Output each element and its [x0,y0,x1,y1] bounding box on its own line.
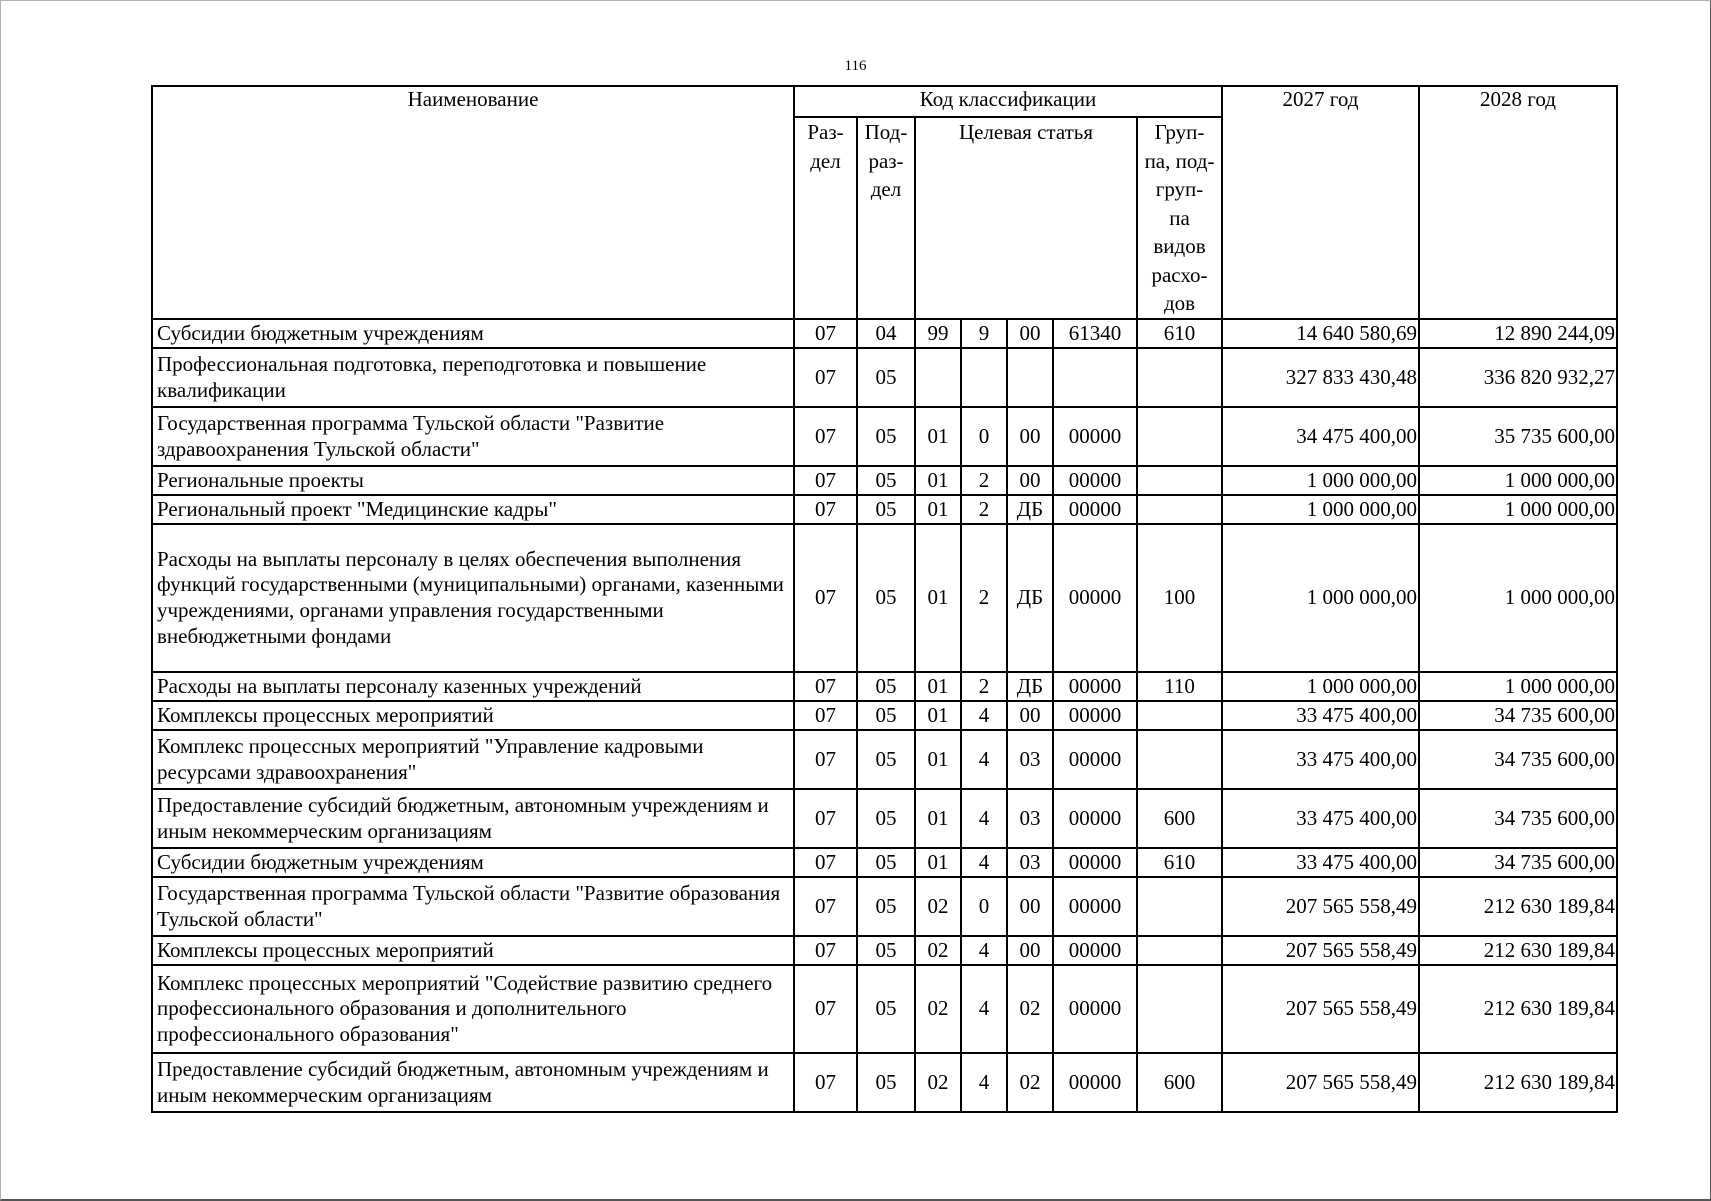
row-razdel: 07 [794,1053,857,1112]
header-name: Наименование [152,86,794,319]
row-name: Комплекс процессных мероприятий "Содействие развитию среднего профессионального образования и дополнительного профессионального образования" [152,965,794,1053]
row-podrazdel: 05 [857,348,915,407]
row-amount-2027: 207 565 558,49 [1222,877,1419,936]
row-target-direction: 00000 [1053,495,1137,524]
row-expense-group: 600 [1137,789,1222,848]
table-row [152,1053,1617,1112]
header-year-2028: 2028 год [1419,86,1617,319]
row-amount-2028: 35 735 600,00 [1419,407,1617,466]
row-target-structure [1007,348,1053,407]
header-expense-group: Груп- па, под- груп- па видов расхо- дов [1137,117,1222,319]
row-razdel: 07 [794,348,857,407]
row-target-type: 2 [961,524,1007,672]
row-podrazdel: 05 [857,495,915,524]
row-amount-2027: 34 475 400,00 [1222,407,1419,466]
row-amount-2028: 1 000 000,00 [1419,524,1617,672]
row-target-structure: 00 [1007,701,1053,730]
row-amount-2028: 1 000 000,00 [1419,672,1617,701]
table-row [152,672,1617,701]
row-target-program: 01 [915,848,961,877]
row-razdel: 07 [794,701,857,730]
row-amount-2027: 33 475 400,00 [1222,730,1419,789]
row-target-program: 01 [915,407,961,466]
row-amount-2027: 33 475 400,00 [1222,701,1419,730]
row-amount-2027: 1 000 000,00 [1222,495,1419,524]
page-number: 116 [844,58,867,74]
row-target-structure: 02 [1007,965,1053,1053]
row-razdel: 07 [794,466,857,495]
row-name: Расходы на выплаты персоналу казенных учреждений [152,672,794,701]
row-target-direction: 00000 [1053,730,1137,789]
table-row [152,407,1617,466]
table-row [152,965,1617,1053]
row-expense-group: 100 [1137,524,1222,672]
row-target-program: 01 [915,466,961,495]
row-amount-2027: 207 565 558,49 [1222,1053,1419,1112]
row-target-program: 01 [915,524,961,672]
row-name: Предоставление субсидий бюджетным, автономным учреждениям и иным некоммерческим организациям [152,1053,794,1112]
row-target-structure: 00 [1007,936,1053,965]
table-row [152,936,1617,965]
table-row [152,466,1617,495]
table-body [152,319,1617,1112]
row-target-structure: 03 [1007,848,1053,877]
row-target-structure: 00 [1007,407,1053,466]
header-year-2027: 2027 год [1222,86,1419,319]
table-row [152,524,1617,672]
row-expense-group: 610 [1137,848,1222,877]
row-expense-group [1137,730,1222,789]
row-podrazdel: 05 [857,936,915,965]
row-amount-2028: 12 890 244,09 [1419,319,1617,348]
row-podrazdel: 05 [857,524,915,672]
row-target-program: 01 [915,672,961,701]
row-expense-group [1137,965,1222,1053]
row-razdel: 07 [794,672,857,701]
row-name: Региональные проекты [152,466,794,495]
row-expense-group: 110 [1137,672,1222,701]
row-podrazdel: 05 [857,701,915,730]
row-expense-group [1137,407,1222,466]
table-row [152,319,1617,348]
row-target-type [961,348,1007,407]
row-target-direction: 00000 [1053,701,1137,730]
row-name: Государственная программа Тульской области "Развитие здравоохранения Тульской области" [152,407,794,466]
row-amount-2028: 1 000 000,00 [1419,495,1617,524]
row-target-type: 4 [961,701,1007,730]
row-target-structure: 00 [1007,319,1053,348]
row-target-structure: 03 [1007,730,1053,789]
row-amount-2027: 207 565 558,49 [1222,936,1419,965]
row-amount-2027: 33 475 400,00 [1222,789,1419,848]
row-target-direction: 00000 [1053,936,1137,965]
row-target-type: 4 [961,848,1007,877]
row-target-program: 99 [915,319,961,348]
row-target-type: 9 [961,319,1007,348]
row-target-structure: ДБ [1007,672,1053,701]
row-expense-group [1137,466,1222,495]
row-name: Региональный проект "Медицинские кадры" [152,495,794,524]
row-razdel: 07 [794,965,857,1053]
row-target-type: 4 [961,936,1007,965]
row-amount-2027: 14 640 580,69 [1222,319,1419,348]
row-amount-2028: 34 735 600,00 [1419,701,1617,730]
row-target-program: 02 [915,936,961,965]
row-target-program: 01 [915,730,961,789]
row-target-structure: 00 [1007,466,1053,495]
row-razdel: 07 [794,495,857,524]
row-target-type: 2 [961,466,1007,495]
row-podrazdel: 04 [857,319,915,348]
row-name: Профессиональная подготовка, переподготовка и повышение квалификации [152,348,794,407]
row-target-type: 0 [961,407,1007,466]
table-header [152,86,1617,319]
row-expense-group [1137,495,1222,524]
row-podrazdel: 05 [857,672,915,701]
row-target-direction: 00000 [1053,1053,1137,1112]
row-razdel: 07 [794,877,857,936]
row-amount-2028: 212 630 189,84 [1419,936,1617,965]
row-name: Субсидии бюджетным учреждениям [152,848,794,877]
row-target-type: 0 [961,877,1007,936]
row-amount-2027: 207 565 558,49 [1222,965,1419,1053]
row-amount-2027: 1 000 000,00 [1222,672,1419,701]
row-name: Комплексы процессных мероприятий [152,701,794,730]
row-expense-group: 600 [1137,1053,1222,1112]
row-podrazdel: 05 [857,466,915,495]
row-name: Субсидии бюджетным учреждениям [152,319,794,348]
row-target-direction: 00000 [1053,848,1137,877]
row-podrazdel: 05 [857,789,915,848]
row-target-direction: 00000 [1053,407,1137,466]
row-target-direction [1053,348,1137,407]
row-target-program: 02 [915,877,961,936]
header-classification: Код классификации [794,86,1222,117]
row-name: Государственная программа Тульской области "Развитие образования Тульской области" [152,877,794,936]
row-amount-2028: 34 735 600,00 [1419,730,1617,789]
table-row [152,701,1617,730]
row-target-type: 2 [961,672,1007,701]
header-target-article: Целевая статья [915,117,1137,319]
row-target-type: 4 [961,789,1007,848]
row-razdel: 07 [794,848,857,877]
row-podrazdel: 05 [857,877,915,936]
row-razdel: 07 [794,407,857,466]
row-amount-2027: 1 000 000,00 [1222,524,1419,672]
row-amount-2028: 212 630 189,84 [1419,877,1617,936]
row-target-direction: 61340 [1053,319,1137,348]
table-row [152,789,1617,848]
row-target-program: 02 [915,1053,961,1112]
row-amount-2027: 1 000 000,00 [1222,466,1419,495]
row-target-structure: ДБ [1007,524,1053,672]
row-target-structure: 00 [1007,877,1053,936]
row-podrazdel: 05 [857,730,915,789]
row-target-program [915,348,961,407]
row-target-program: 01 [915,789,961,848]
row-name: Предоставление субсидий бюджетным, автономным учреждениям и иным некоммерческим организациям [152,789,794,848]
row-podrazdel: 05 [857,407,915,466]
row-target-structure: 02 [1007,1053,1053,1112]
row-expense-group [1137,936,1222,965]
row-expense-group [1137,701,1222,730]
row-name: Комплексы процессных мероприятий [152,936,794,965]
row-name: Расходы на выплаты персоналу в целях обеспечения выполнения функций государственными (муниципальными) органами, казенными учреждениями, органами управления государственными внебюджетными фондами [152,524,794,672]
row-target-program: 01 [915,495,961,524]
row-target-direction: 00000 [1053,789,1137,848]
row-name: Комплекс процессных мероприятий "Управление кадровыми ресурсами здравоохранения" [152,730,794,789]
row-target-structure: 03 [1007,789,1053,848]
row-target-structure: ДБ [1007,495,1053,524]
row-target-direction: 00000 [1053,877,1137,936]
row-target-program: 01 [915,701,961,730]
row-target-type: 2 [961,495,1007,524]
table-row [152,348,1617,407]
row-podrazdel: 05 [857,1053,915,1112]
row-podrazdel: 05 [857,965,915,1053]
row-target-program: 02 [915,965,961,1053]
row-target-type: 4 [961,730,1007,789]
row-expense-group [1137,348,1222,407]
row-amount-2028: 336 820 932,27 [1419,348,1617,407]
header-razdel: Раз- дел [794,117,857,319]
table-row [152,848,1617,877]
row-amount-2028: 212 630 189,84 [1419,1053,1617,1112]
row-amount-2027: 327 833 430,48 [1222,348,1419,407]
row-razdel: 07 [794,319,857,348]
row-amount-2028: 212 630 189,84 [1419,965,1617,1053]
row-expense-group: 610 [1137,319,1222,348]
row-target-direction: 00000 [1053,466,1137,495]
row-razdel: 07 [794,730,857,789]
row-razdel: 07 [794,789,857,848]
row-amount-2028: 34 735 600,00 [1419,789,1617,848]
row-target-type: 4 [961,965,1007,1053]
row-expense-group [1137,877,1222,936]
row-podrazdel: 05 [857,848,915,877]
row-amount-2028: 34 735 600,00 [1419,848,1617,877]
row-amount-2027: 33 475 400,00 [1222,848,1419,877]
table-row [152,495,1617,524]
row-razdel: 07 [794,524,857,672]
budget-table [151,85,1618,1113]
row-amount-2028: 1 000 000,00 [1419,466,1617,495]
header-podrazdel: Под- раз- дел [857,117,915,319]
row-razdel: 07 [794,936,857,965]
row-target-direction: 00000 [1053,524,1137,672]
row-target-direction: 00000 [1053,965,1137,1053]
row-target-direction: 00000 [1053,672,1137,701]
row-target-type: 4 [961,1053,1007,1112]
table-row [152,730,1617,789]
table-row [152,877,1617,936]
